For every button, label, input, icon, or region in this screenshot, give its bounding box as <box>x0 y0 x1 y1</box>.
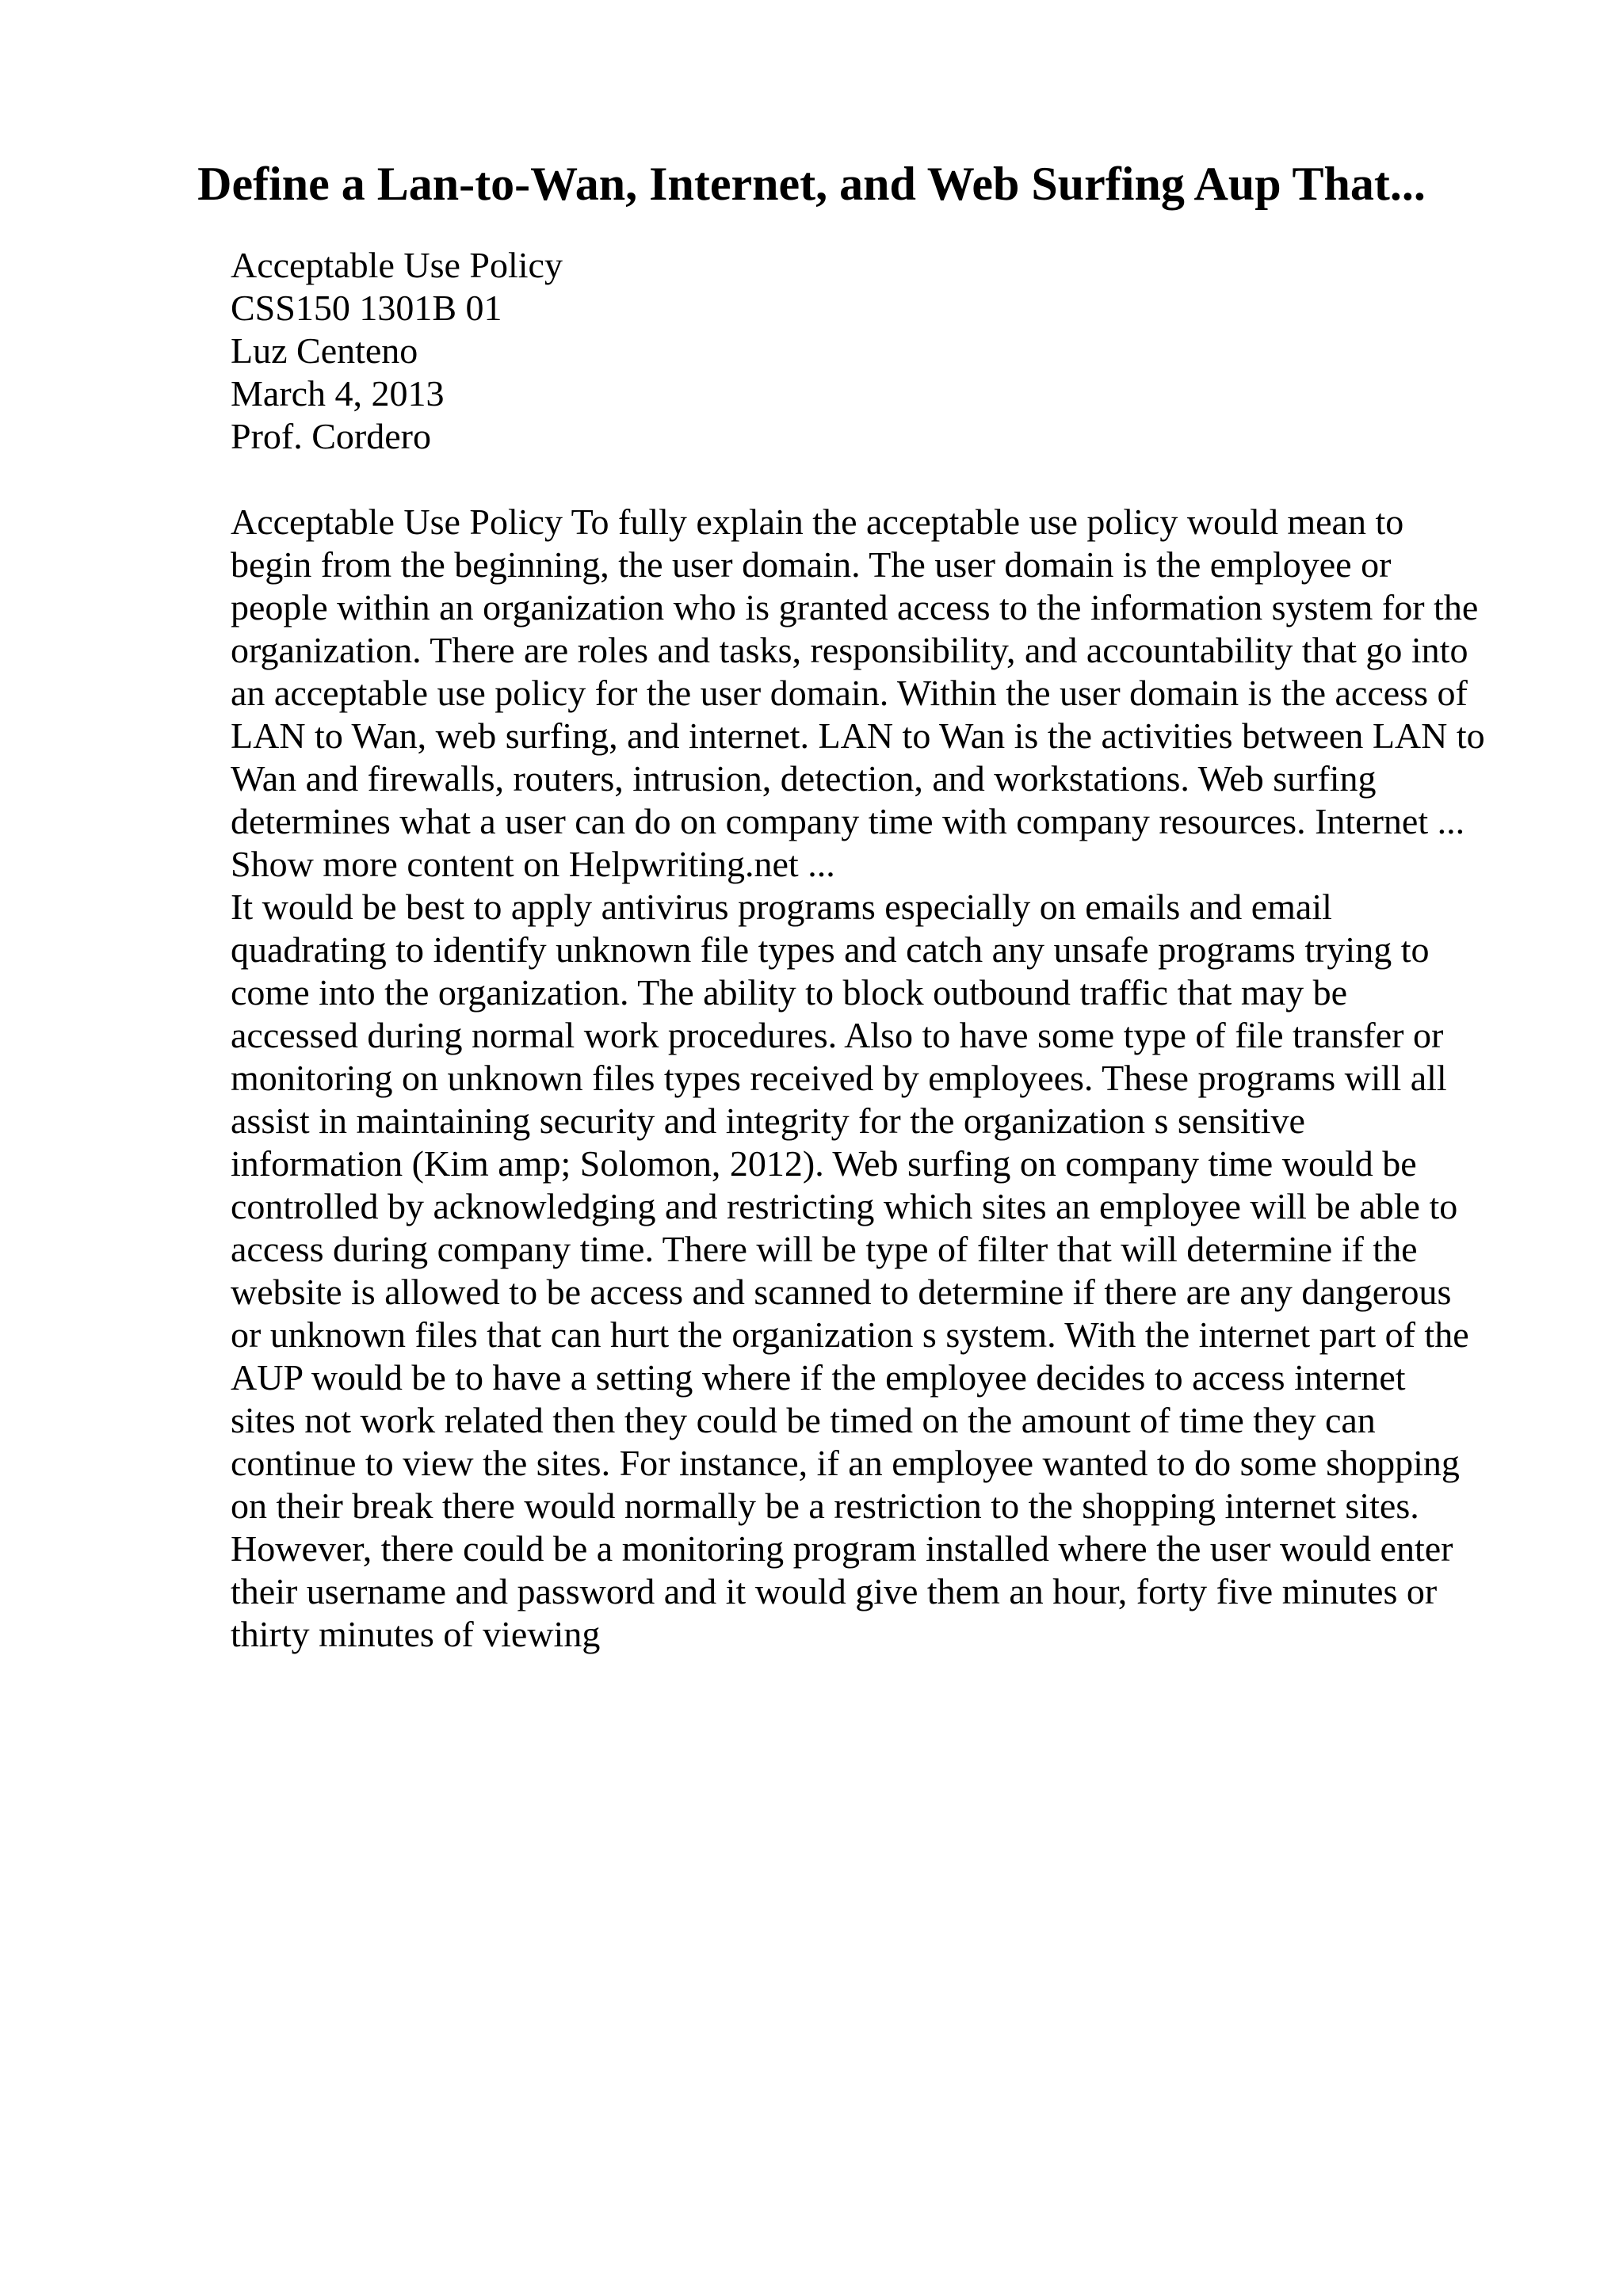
meta-line-author: Luz Centeno <box>231 330 418 371</box>
text-line: organization. There are roles and tasks, responsibility, and accountability that go into <box>231 630 1468 670</box>
text-line: information (Kim amp; Solomon, 2012). Web surfing on company time would be <box>231 1143 1417 1184</box>
text-line: or unknown files that can hurt the organization s system. With the internet part of the <box>231 1314 1469 1355</box>
meta-line-subject: Acceptable Use Policy <box>231 245 563 285</box>
text-line: thirty minutes of viewing <box>231 1614 601 1654</box>
text-line: begin from the beginning, the user domain. The user domain is the employee or <box>231 544 1392 585</box>
document-header-info <box>231 244 1530 458</box>
text-line: determines what a user can do on company time with company resources. Internet ... <box>231 801 1465 841</box>
text-line: However, there could be a monitoring program installed where the user would enter <box>231 1528 1453 1569</box>
text-line: accessed during normal work procedures. Also to have some type of file transfer or <box>231 1015 1444 1055</box>
text-line: an acceptable use policy for the user domain. Within the user domain is the access of <box>231 673 1468 713</box>
text-line: access during company time. There will be type of filter that will determine if the <box>231 1229 1418 1269</box>
text-line: Acceptable Use Policy To fully explain the acceptable use policy would mean to <box>231 502 1404 542</box>
text-line: Wan and firewalls, routers, intrusion, detection, and workstations. Web surfing <box>231 758 1377 799</box>
meta-line-course: CSS150 1301B 01 <box>231 288 502 328</box>
text-line: their username and password and it would give them an hour, forty five minutes or <box>231 1571 1438 1611</box>
text-line: on their break there would normally be a restriction to the shopping internet sites. <box>231 1486 1419 1526</box>
text-line: come into the organization. The ability to block outbound traffic that may be <box>231 972 1348 1013</box>
meta-line-date: March 4, 2013 <box>231 373 445 414</box>
text-line: quadrating to identify unknown file types and catch any unsafe programs trying to <box>231 929 1430 970</box>
paragraph-intro <box>231 501 1530 886</box>
text-line: LAN to Wan, web surfing, and internet. LAN to Wan is the activities between LAN to <box>231 715 1485 756</box>
paragraph-main <box>231 886 1530 1656</box>
text-line: AUP would be to have a setting where if the employee decides to access internet <box>231 1357 1406 1398</box>
meta-line-professor: Prof. Cordero <box>231 416 431 456</box>
text-line: sites not work related then they could be timed on the amount of time they can <box>231 1400 1376 1440</box>
text-line: continue to view the sites. For instance, if an employee wanted to do some shopping <box>231 1443 1460 1483</box>
text-line: monitoring on unknown files types received by employees. These programs will all <box>231 1058 1447 1098</box>
show-more-link-text: Show more content on Helpwriting.net ... <box>231 844 835 884</box>
text-line: assist in maintaining security and integrity for the organization s sensitive <box>231 1100 1305 1141</box>
document-title: Define a Lan-to-Wan, Internet, and Web Surfing Aup That... <box>197 158 1426 210</box>
document-body <box>231 501 1530 1656</box>
text-line: controlled by acknowledging and restricting which sites an employee will be able to <box>231 1186 1458 1226</box>
text-line: people within an organization who is granted access to the information system for the <box>231 587 1479 627</box>
text-line: It would be best to apply antivirus programs especially on emails and email <box>231 887 1332 927</box>
text-line: website is allowed to be access and scanned to determine if there are any dangerous <box>231 1272 1452 1312</box>
